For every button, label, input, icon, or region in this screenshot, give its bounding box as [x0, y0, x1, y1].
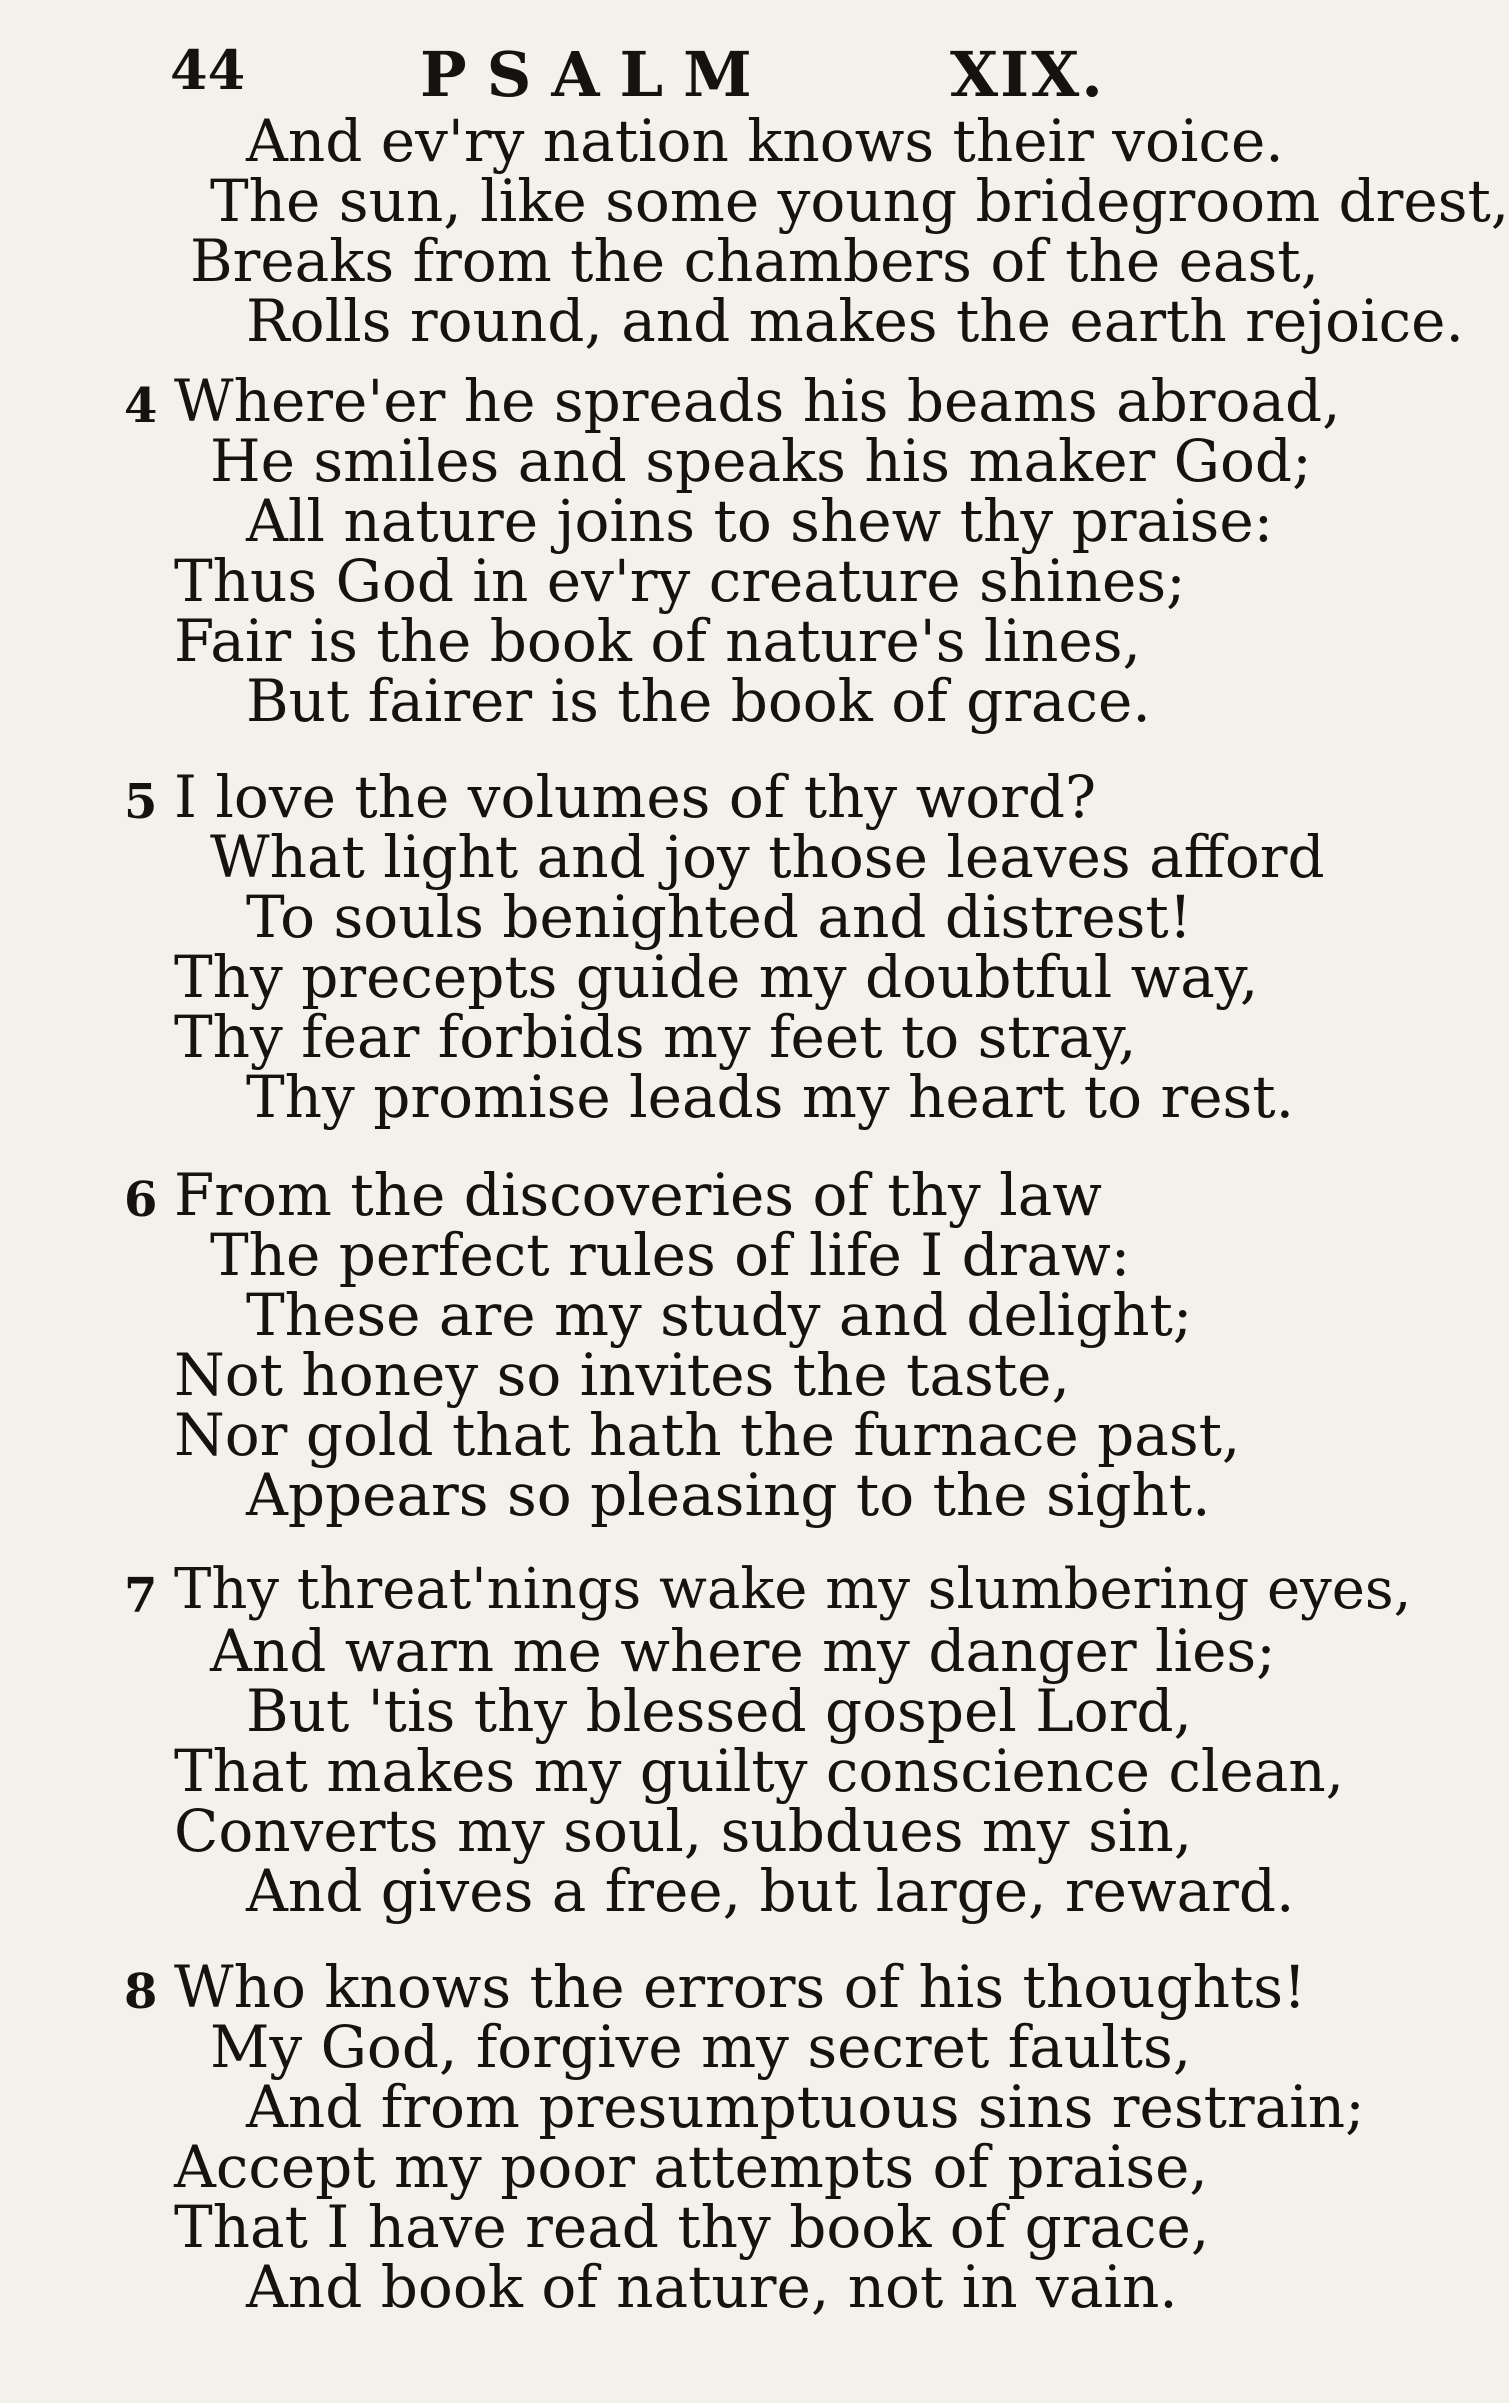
- stanza-line: Not honey so invites the taste,: [174, 1341, 1070, 1409]
- stanza-line: Thy precepts guide my doubtful way,: [174, 943, 1259, 1011]
- stanza-line: And from presumptuous sins restrain;: [246, 2073, 1365, 2141]
- stanza-line: Where'er he spreads his beams abroad,: [174, 367, 1341, 435]
- page-number: 44: [170, 38, 246, 102]
- stanza-line: Nor gold that hath the furnace past,: [174, 1401, 1241, 1469]
- stanza-line: All nature joins to shew thy praise:: [246, 487, 1274, 555]
- stanza-line: To souls benighted and distrest!: [246, 883, 1193, 951]
- stanza-number: 5: [124, 774, 158, 830]
- stanza-line: That makes my guilty conscience clean,: [174, 1737, 1345, 1805]
- stanza-line: Thy promise leads my heart to rest.: [246, 1063, 1295, 1131]
- opening-line-3: Breaks from the chambers of the east,: [190, 227, 1320, 295]
- stanza-line: And gives a free, but large, reward.: [246, 1857, 1295, 1925]
- stanza-line: Thy threat'nings wake my slumbering eyes,: [174, 1557, 1412, 1622]
- stanza-number: 8: [124, 1964, 158, 2020]
- stanza-number: 7: [124, 1568, 158, 1624]
- stanza-number: 6: [124, 1172, 158, 1228]
- stanza-line: But fairer is the book of grace.: [246, 667, 1151, 735]
- opening-line-2: The sun, like some young bridegroom drest,: [210, 167, 1509, 235]
- stanza-line: Who knows the errors of his thoughts!: [174, 1953, 1307, 2021]
- stanza-number: 4: [124, 378, 158, 434]
- stanza-line: The perfect rules of life I draw:: [210, 1221, 1131, 1289]
- stanza-line: And warn me where my danger lies;: [210, 1617, 1276, 1685]
- stanza-line: Fair is the book of nature's lines,: [174, 607, 1141, 675]
- running-title: PSALM: [420, 38, 772, 111]
- stanza-line: From the discoveries of thy law: [174, 1161, 1102, 1229]
- stanza-line: He smiles and speaks his maker God;: [210, 427, 1312, 495]
- stanza-line: I love the volumes of thy word?: [174, 763, 1097, 831]
- opening-line-1: And ev'ry nation knows their voice.: [246, 107, 1284, 175]
- stanza-line: Thus God in ev'ry creature shines;: [174, 547, 1186, 615]
- stanza-line: Converts my soul, subdues my sin,: [174, 1797, 1193, 1865]
- stanza-line: Appears so pleasing to the sight.: [246, 1461, 1211, 1529]
- stanza-line: Thy fear forbids my feet to stray,: [174, 1003, 1137, 1071]
- stanza-line: But 'tis thy blessed gospel Lord,: [246, 1677, 1192, 1745]
- stanza-line: What light and joy those leaves afford: [210, 823, 1325, 891]
- psalm-number: XIX.: [950, 38, 1105, 111]
- stanza-line: Accept my poor attempts of praise,: [174, 2133, 1208, 2201]
- stanza-line: That I have read thy book of grace,: [174, 2193, 1210, 2261]
- stanza-line: My God, forgive my secret faults,: [210, 2013, 1192, 2081]
- opening-line-4: Rolls round, and makes the earth rejoice.: [246, 287, 1464, 355]
- stanza-line: These are my study and delight;: [246, 1281, 1193, 1349]
- stanza-line: And book of nature, not in vain.: [246, 2253, 1178, 2321]
